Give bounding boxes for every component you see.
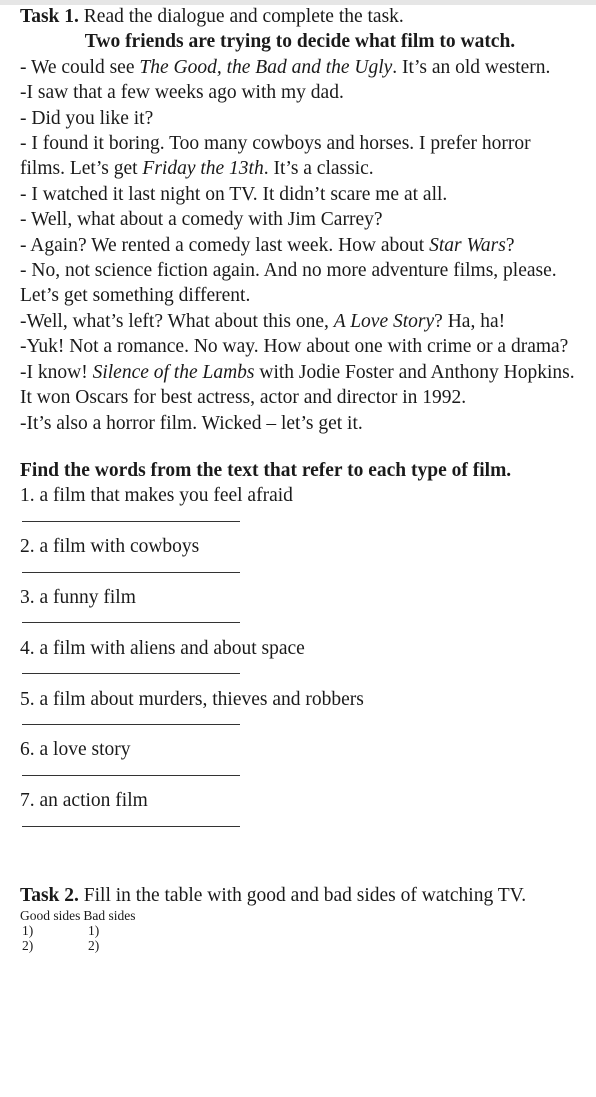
dialogue-line [20, 360, 580, 411]
find-words-title: Find the words from the text that refer to each type of film. [20, 459, 512, 481]
dialogue-text: - I watched it last night on TV. It didn’t scare me at all. [20, 183, 448, 205]
dialogue-text: - I found it boring. Too many cowboys and horses. I prefer horror films. Let’s get [20, 133, 531, 180]
dialogue-text: . It’s a classic. [263, 158, 374, 180]
dialogue-line [20, 55, 580, 80]
dialogue-text: - Did you like it? [20, 107, 154, 129]
sides-table [20, 908, 580, 953]
dialogue-text: ? [505, 234, 515, 256]
dialogue-line [20, 80, 580, 105]
dialogue-line [20, 309, 580, 334]
answer-blank[interactable] [20, 763, 240, 788]
task2-heading [20, 883, 580, 908]
answer-blank[interactable] [20, 814, 240, 839]
dialogue-text: -Well, what’s left? What about this one, [20, 310, 334, 332]
table-row [20, 938, 580, 953]
answer-blank[interactable] [20, 610, 240, 635]
task1-instruction: Read the dialogue and complete the task. [78, 6, 404, 27]
header-bad-sides: Bad sides [83, 908, 136, 924]
dialogue-line [20, 233, 580, 258]
task2-instruction: Fill in the table with good and bad sides of watching TV. [78, 884, 527, 906]
question-item: 5. a film about murders, thieves and robbers [20, 688, 364, 710]
dialogue-text: . It’s an old western. [392, 56, 551, 78]
dialogue-text: - Well, what about a comedy with Jim Carrey? [20, 209, 383, 231]
dialogue-text: -It’s also a horror film. Wicked – let’s get it. [20, 412, 363, 434]
table-row [20, 923, 580, 938]
good-side-cell: 1) [22, 923, 34, 939]
answer-blank[interactable] [20, 560, 240, 585]
film-title: A Love Story [333, 310, 435, 332]
task2-label: Task 2. [20, 884, 79, 906]
dialogue-text: -I saw that a few weeks ago with my dad. [20, 82, 344, 104]
task1-heading [20, 4, 580, 29]
dialogue-text: - No, not science fiction again. And no more adventure films, please. Let’s get something different. [20, 260, 557, 307]
dialogue-text: -I know! [20, 361, 93, 383]
dialogue-text: ? Ha, ha! [434, 310, 506, 332]
worksheet [20, 4, 580, 953]
dialogue-line [20, 106, 580, 131]
dialogue-text: - Again? We rented a comedy last week. How about [20, 234, 430, 256]
film-title: Star Wars [429, 234, 506, 256]
dialogue-subtitle: Two friends are trying to decide what film to watch. [84, 31, 516, 53]
dialogue-line [20, 207, 580, 232]
dialogue-text: with Jodie Foster and Anthony Hopkins. It won Oscars for best actress, actor and director in 1992. [20, 361, 575, 409]
table-header-row [20, 908, 580, 923]
film-title: Silence of the Lambs [92, 361, 255, 383]
answer-blank[interactable] [20, 661, 240, 686]
question-item: 2. a film with cowboys [20, 536, 200, 558]
answer-blank[interactable] [20, 712, 240, 737]
dialogue-line [20, 131, 580, 182]
question-item: 7. an action film [20, 790, 148, 812]
question-item: 4. a film with aliens and about space [20, 637, 305, 659]
dialogue-line [20, 334, 580, 359]
question-item: 6. a love story [20, 739, 131, 761]
header-good-sides: Good sides [20, 908, 81, 924]
film-title: The Good, the Bad and the Ugly [139, 56, 393, 78]
bad-side-cell: 1) [88, 923, 100, 939]
question-item: 1. a film that makes you feel afraid [20, 485, 293, 507]
answer-blank[interactable] [20, 509, 240, 534]
dialogue-line [20, 182, 580, 207]
dialogue-text: - We could see [20, 56, 140, 78]
good-side-cell: 2) [22, 938, 34, 954]
dialogue-line [20, 258, 580, 309]
dialogue-text: -Yuk! Not a romance. No way. How about one with crime or a drama? [20, 336, 569, 358]
question-item: 3. a funny film [20, 586, 136, 608]
question-list [20, 483, 580, 839]
bad-side-cell: 2) [88, 938, 100, 954]
dialogue-line [20, 411, 580, 436]
dialogue [20, 55, 580, 436]
task1-label: Task 1. [20, 6, 79, 27]
film-title: Friday the 13th [142, 158, 264, 180]
